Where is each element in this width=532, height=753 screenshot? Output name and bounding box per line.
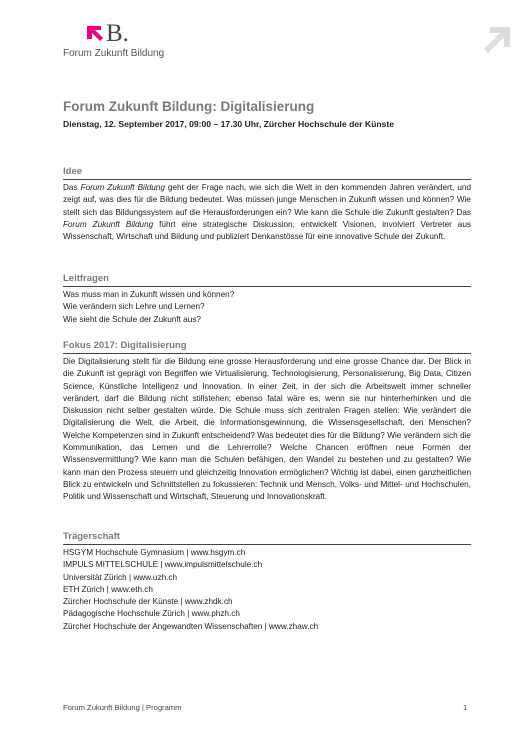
footer-text: Forum Zukunft Bildung | Programm [63, 703, 182, 712]
list-item: Zürcher Hochschule der Künste | www.zhdk.ch [63, 597, 233, 607]
list-item: Wie verändern sich Lehre und Lernen? [63, 302, 205, 312]
list-item: Zürcher Hochschule der Angewandten Wissenschaften | www.zhaw.ch [63, 621, 319, 631]
logo-text: Forum Zukunft Bildung [63, 48, 165, 59]
section-heading: Idee [63, 165, 471, 180]
section-heading: Fokus 2017: Digitalisierung [63, 339, 471, 354]
list-item: Pädagogische Hochschule Zürich | www.phzh.ch [63, 609, 240, 619]
list-item: ETH Zürich | www.eth.ch [63, 584, 153, 594]
list-item: IMPULS MITTELSCHULE | www.impulsmittelschule.ch [63, 560, 263, 570]
list-item: Was muss man in Zukunft wissen und können? [63, 290, 235, 299]
section-fokus [63, 339, 471, 504]
page-number: 1 [463, 703, 468, 712]
section-heading: Trägerschaft [63, 530, 471, 545]
section-text: Das Forum Zukunft Bildung geht der Frage nach, wie sich die Welt in den kommenden Jahren verändert, und zeigt auf, was dies für die Bildung bedeutet. Was müssen junge Menschen in Zukunft wissen und können? Wie stellt sich das Bildungssystem auf die Herausforderungen ein? Wie kann die Schule die Zukunft gestalten? Das Forum Zukunft Bildung führt eine strategische Diskussion, entwickelt Visionen, involviert Vertreter aus Wissenschaft, Wirtschaft und Bildung und publiziert Denkanstösse für eine innovative Schule der Zukunft. [63, 183, 471, 242]
list-item: HSGYM Hochschule Gymnasium | www.hsgym.ch [63, 548, 246, 557]
page-title: Forum Zukunft Bildung: Digitalisierung [63, 99, 315, 114]
list-item: Wie sieht die Schule der Zukunft aus? [63, 314, 201, 324]
section-heading: Leitfragen [63, 272, 471, 287]
sponsor-list [63, 547, 471, 633]
corner-arrow-icon [484, 27, 510, 53]
section-traegerschaft [63, 530, 471, 633]
section-idee [63, 165, 471, 243]
list-item: Universität Zürich | www.uzh.ch [63, 572, 178, 582]
event-date-line: Dienstag, 12. September 2017, 09:00 – 17.30 Uhr, Zürcher Hochschule der Künste [63, 119, 394, 129]
section-text: Die Digitalisierung stellt für die Bildung eine grosse Herausforderung und eine grosse Chance dar. Der Blick in die Zukunft ist geprägt von Begriffen wie Virtualisierung, Technologisierung, Personalisierung, Big Data, Citizen Science, Künstliche Intelligenz und Innovation. In einer Zeit, in der sich die Arbeitswelt immer schneller verändert, darf die Bildung nicht stillstehen; ebenso fatal wäre es, wenn sie nur hinterherhinken und die Diskussion nicht selber gestalten würde. Die Schule muss sich zentralen Fragen stellen: Wie verändert die Digitalisierung die Welt, die Arbeit, die Informationsgewinnung, die Wissensgesellschaft, den Menschen? Welche Kompetenzen sind in Zukunft entscheidend? Was bedeutet dies für die Bildung? Wie verändern sich die Kommunikation, das Lernen und die Lehrerrolle? Welche Chancen eröffnen neue Formen der Wissensvermittlung? Wie kann man die Schulen befähigen, den Wandel zu bestehen und zu gestalten? Wie kann man den Prozess steuern und gleichzeitig Innovation ermöglichen? Wichtig ist dabei, einen ganzheitlichen Blick zu entwickeln und Schnittstellen zu fokussieren: Technik und Mensch, Volks- und Mittel- und Hochschulen, Politik und Wissenschaft und Wirtschaft, Steuerung und Innovationskraft. [63, 357, 471, 502]
section-leitfragen [63, 272, 471, 326]
question-list [63, 289, 471, 326]
logo-mark: B. [106, 20, 129, 47]
